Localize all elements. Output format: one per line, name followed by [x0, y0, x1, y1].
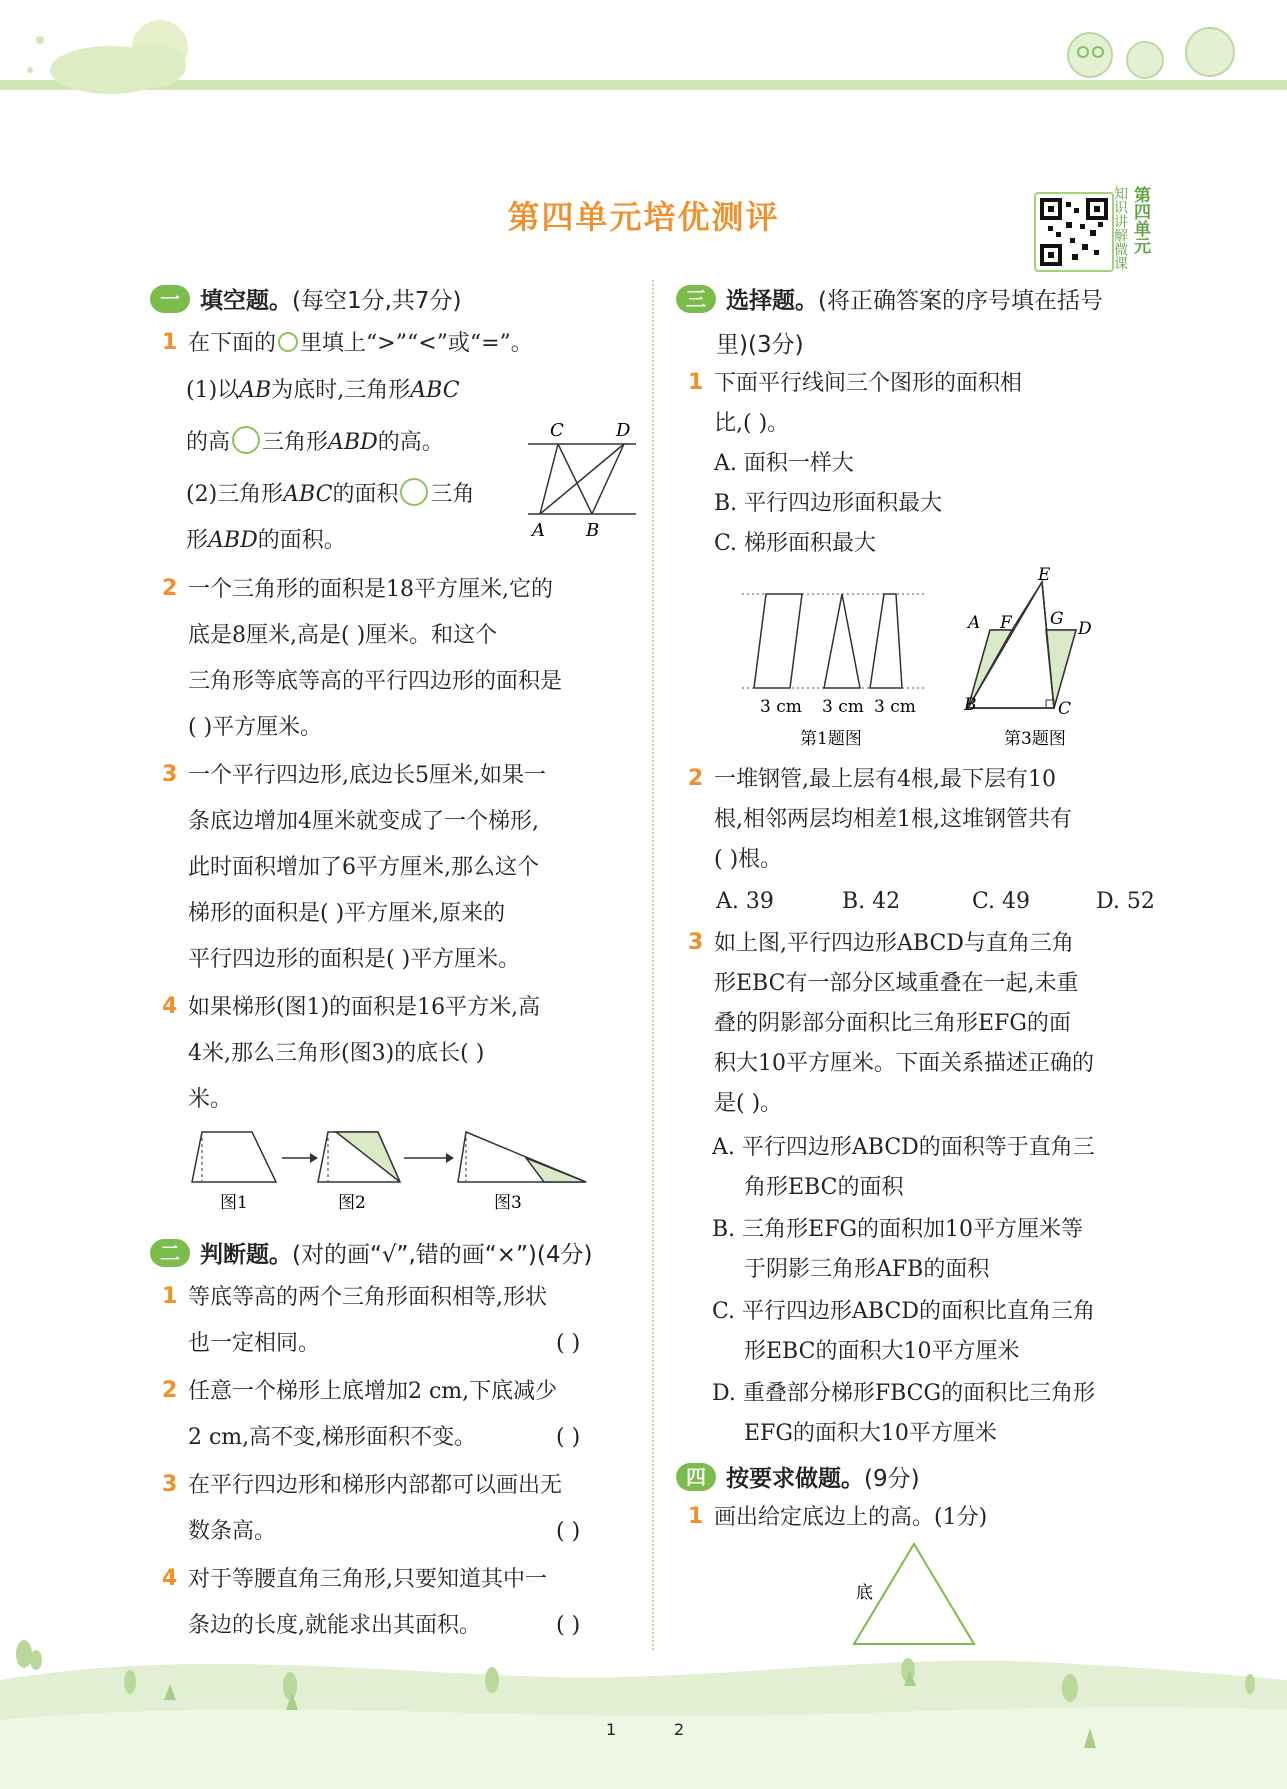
circle-blank-icon: [278, 332, 298, 352]
option-cont: 于阴影三角形AFB的面积: [744, 1257, 990, 1282]
dimension-label: 3 cm: [822, 697, 864, 717]
question-number: 2: [162, 576, 178, 601]
option-cont: EFG的面积大10平方厘米: [744, 1421, 997, 1446]
question-text-line: 三角形等底等高的平行四边形的面积是: [188, 669, 563, 694]
option[interactable]: B. 三角形EFG的面积加10平方厘米等: [712, 1217, 1084, 1242]
animal-characters-icon: [1068, 28, 1234, 78]
option[interactable]: D. 重叠部分梯形FBCG的面积比三角形: [712, 1381, 1096, 1406]
header-decoration: [0, 0, 1287, 120]
question-text-line: 此时面积增加了6平方厘米,那么这个: [188, 855, 539, 880]
section-points: (每空1分,共7分): [292, 288, 462, 314]
question-text-line: 如上图,平行四边形ABCD与直角三角: [714, 931, 1074, 956]
trapezoid-sequence-figure: [186, 1126, 596, 1216]
question-number: 3: [688, 930, 704, 955]
answer-circle[interactable]: [400, 478, 428, 506]
statement-line: 在平行四边形和梯形内部都可以画出无: [188, 1473, 563, 1498]
statement-line: 数条高。: [188, 1519, 277, 1544]
footer-hills-decoration: [0, 1640, 1287, 1789]
question-number: 1: [688, 1504, 704, 1529]
section-points: (9分): [864, 1466, 920, 1492]
option[interactable]: C. 平行四边形ABCD的面积比直角三角: [712, 1299, 1095, 1324]
qr-code-icon: [1036, 194, 1112, 270]
question-text-line: 条底边增加4厘米就变成了一个梯形,: [188, 809, 539, 834]
section-points: (将正确答案的序号填在括号: [818, 288, 1103, 314]
question-sub-1-line-2: 的高 三角形ABD的高。: [186, 426, 444, 458]
three-shapes-figure: [740, 584, 930, 752]
question-number: 1: [688, 370, 704, 395]
section-title: 填空题。: [200, 288, 292, 314]
question-text-line: 梯形的面积是( )平方厘米,原来的: [188, 901, 506, 926]
point-label: C: [1058, 699, 1072, 719]
figure-caption: 第3题图: [1004, 729, 1066, 749]
question-sub-2-line-2: 形ABD的面积。: [186, 528, 346, 553]
page-title: 第四单元培优测评: [507, 198, 780, 236]
point-label: F: [1000, 613, 1012, 633]
base-label: 底: [856, 1583, 873, 1603]
question-text-line: 形EBC有一部分区域重叠在一起,未重: [714, 971, 1079, 996]
answer-parentheses[interactable]: ( ): [556, 1519, 581, 1544]
question-text-line: 4米,那么三角形(图3)的底长( ): [188, 1041, 485, 1066]
answer-parentheses[interactable]: ( ): [556, 1331, 581, 1356]
statement-line: 2 cm,高不变,梯形面积不变。: [188, 1425, 477, 1450]
point-label: C: [550, 420, 564, 441]
statement-line: 任意一个梯形上底增加2 cm,下底减少: [188, 1379, 558, 1404]
section-points: (对的画“√”,错的画“×”)(4分): [292, 1242, 593, 1268]
figure-label: 图2: [338, 1193, 366, 1213]
question-number: 2: [162, 1378, 178, 1403]
statement-line: 也一定相同。: [188, 1331, 321, 1356]
parallel-lines-triangle-figure: [520, 418, 640, 540]
question-text-line: 平行四边形的面积是( )平方厘米。: [188, 947, 521, 972]
question-text-line: 米。: [188, 1087, 233, 1112]
section-title: 选择题。: [726, 288, 818, 314]
question-text-line: 一个平行四边形,底边长5厘米,如果一: [188, 763, 546, 788]
answer-parentheses[interactable]: ( ): [556, 1425, 581, 1450]
point-label: A: [532, 520, 545, 541]
question-text: 在下面的 里填上“>”“<”或“=”。: [188, 331, 533, 356]
point-label: B: [586, 520, 600, 541]
question-number: 1: [162, 330, 178, 355]
page-number: 2: [674, 1720, 685, 1739]
section-2-heading: [150, 1236, 592, 1269]
section-title: 按要求做题。: [726, 1466, 864, 1492]
qr-caption-unit: 第四单元: [1130, 186, 1150, 254]
statement-line: 条边的长度,就能求出其面积。: [188, 1613, 481, 1638]
statement-line: 等底等高的两个三角形面积相等,形状: [188, 1285, 547, 1310]
question-sub-2-line-1: (2)三角形ABC的面积 三角: [186, 478, 475, 510]
figure-caption: 第1题图: [800, 729, 862, 749]
question-text-line: 一个三角形的面积是18平方厘米,它的: [188, 577, 553, 602]
question-text-line: 比,( )。: [714, 411, 790, 436]
triangle-base-figure[interactable]: [846, 1540, 976, 1650]
figure-label: 图3: [494, 1193, 522, 1213]
question-sub-1-line-1: (1)以AB为底时,三角形ABC: [186, 378, 460, 403]
option[interactable]: D. 52: [1096, 889, 1155, 914]
qr-code[interactable]: [1034, 192, 1114, 272]
section-1-heading: [150, 282, 462, 315]
point-label: D: [1078, 619, 1092, 639]
section-title: 判断题。: [200, 1242, 292, 1268]
section-3-heading-cont: 里)(3分): [716, 332, 804, 358]
section-badge: 一: [150, 285, 190, 313]
dimension-label: 3 cm: [874, 697, 916, 717]
page-number: 1: [606, 1720, 617, 1739]
point-label: D: [616, 420, 631, 441]
question-text-line: 下面平行线间三个图形的面积相: [714, 371, 1023, 396]
statement-line: 对于等腰直角三角形,只要知道其中一: [188, 1567, 547, 1592]
question-number: 4: [162, 1566, 178, 1591]
question-number: 4: [162, 994, 178, 1019]
parallelogram-triangle-figure: [964, 565, 1136, 752]
point-label: A: [968, 613, 981, 633]
point-label: G: [1050, 609, 1064, 629]
section-3-heading: [676, 282, 1103, 315]
question-number: 3: [162, 1472, 178, 1497]
question-text-line: 一堆钢管,最上层有4根,最下层有10: [714, 767, 1056, 792]
dimension-label: 3 cm: [760, 697, 802, 717]
question-text-line: 叠的阴影部分面积比三角形EFG的面: [714, 1011, 1071, 1036]
question-text-line: 根,相邻两层均相差1根,这堆钢管共有: [714, 807, 1072, 832]
answer-parentheses[interactable]: ( ): [556, 1613, 581, 1638]
sun-cloud-icon: [27, 20, 188, 94]
question-text-line: 画出给定底边上的高。(1分): [714, 1505, 988, 1530]
option[interactable]: C. 49: [972, 889, 1031, 914]
question-text-line: ( )根。: [714, 847, 783, 872]
point-label: B: [964, 695, 977, 715]
question-number: 2: [688, 766, 704, 791]
section-badge: 四: [676, 1463, 716, 1491]
section-4-heading: [676, 1460, 920, 1493]
qr-caption-video: 知识讲解微课: [1112, 186, 1128, 270]
question-number: 3: [162, 762, 178, 787]
question-text-line: 如果梯形(图1)的面积是16平方米,高: [188, 995, 541, 1020]
section-badge: 三: [676, 285, 716, 313]
question-text-line: 底是8厘米,高是( )厘米。和这个: [188, 623, 498, 648]
question-text-line: 是( )。: [714, 1091, 783, 1116]
option[interactable]: B. 平行四边形面积最大: [714, 491, 943, 516]
column-divider: [652, 280, 654, 1650]
option-cont: 形EBC的面积大10平方厘米: [744, 1339, 1020, 1364]
figure-label: 图1: [220, 1193, 248, 1213]
option[interactable]: A. 平行四边形ABCD的面积等于直角三: [712, 1135, 1095, 1160]
answer-circle[interactable]: [232, 426, 260, 454]
option[interactable]: A. 面积一样大: [714, 451, 854, 476]
option[interactable]: C. 梯形面积最大: [714, 531, 877, 556]
option-cont: 角形EBC的面积: [744, 1175, 904, 1200]
section-badge: 二: [150, 1239, 190, 1267]
option[interactable]: B. 42: [842, 889, 901, 914]
question-text-line: 积大10平方厘米。下面关系描述正确的: [714, 1051, 1094, 1076]
option[interactable]: A. 39: [716, 889, 774, 914]
question-text-line: ( )平方厘米。: [188, 715, 323, 740]
question-number: 1: [162, 1284, 178, 1309]
point-label: E: [1038, 565, 1051, 585]
